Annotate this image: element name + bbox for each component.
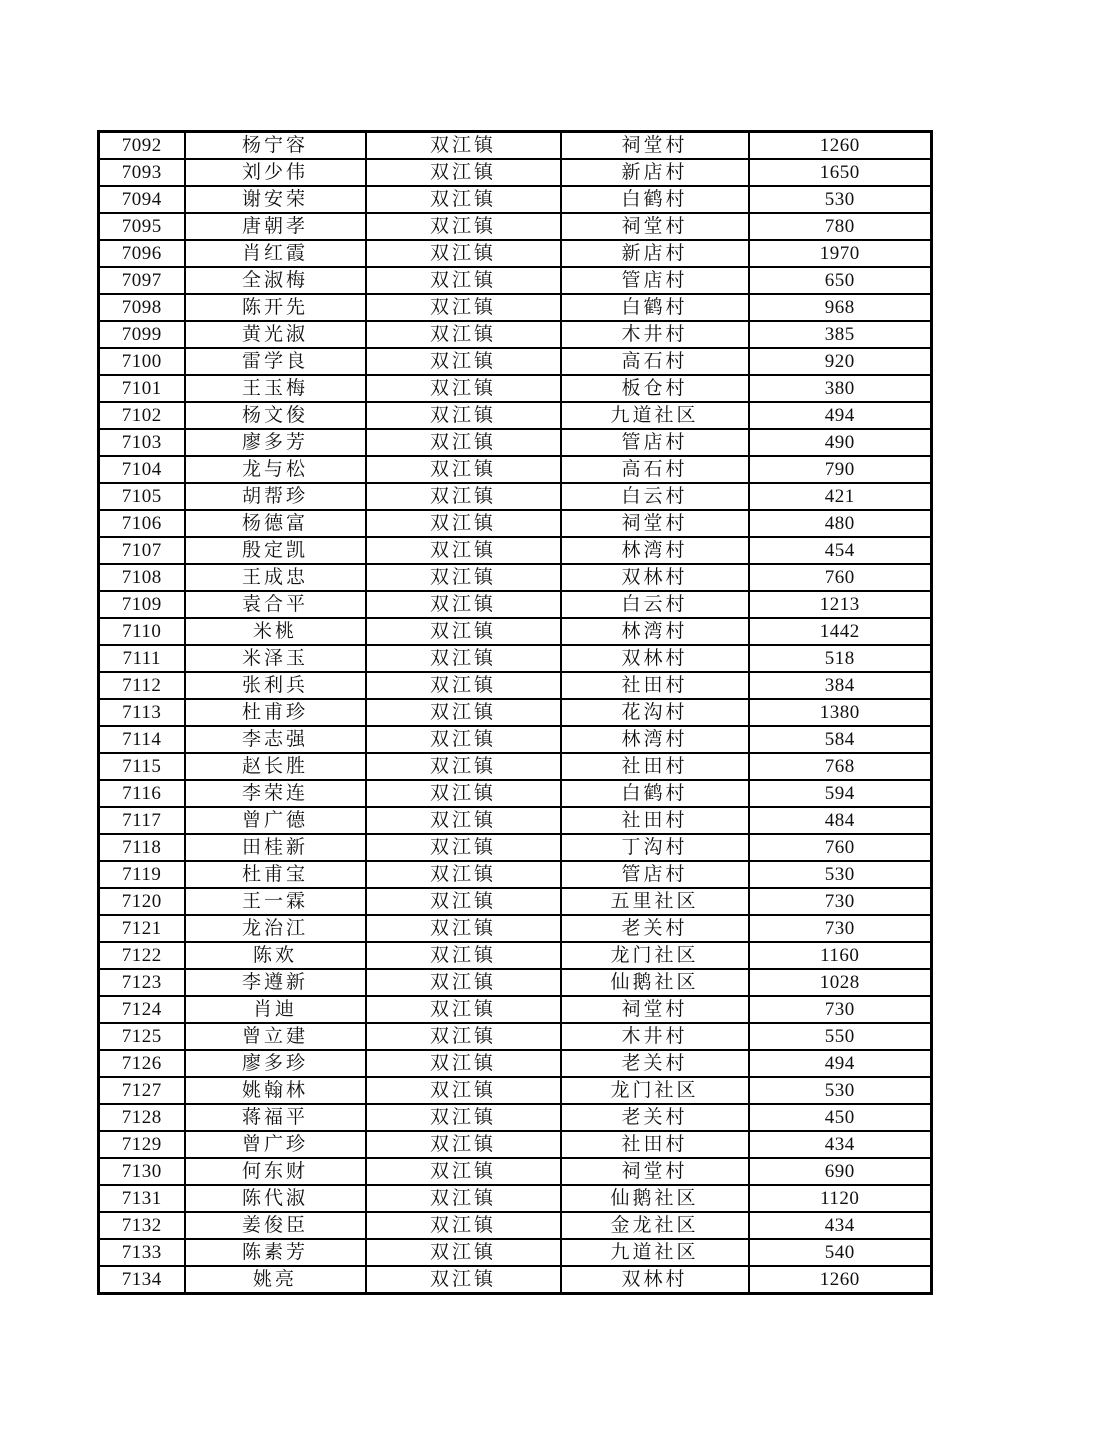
cell-person-name: 廖多芳 [185,429,366,456]
cell-village: 祠堂村 [561,132,749,160]
cell-serial-number: 7127 [99,1077,185,1104]
cell-amount: 1160 [749,942,932,969]
table-row [99,1077,932,1104]
cell-amount: 530 [749,1077,932,1104]
cell-amount: 730 [749,888,932,915]
cell-person-name: 曾广德 [185,807,366,834]
cell-serial-number: 7134 [99,1266,185,1294]
cell-town: 双江镇 [366,294,561,321]
cell-village: 仙鹅社区 [561,969,749,996]
cell-amount: 421 [749,483,932,510]
cell-serial-number: 7117 [99,807,185,834]
cell-town: 双江镇 [366,1239,561,1266]
cell-town: 双江镇 [366,510,561,537]
table-row [99,1185,932,1212]
data-table [97,130,933,1295]
cell-serial-number: 7109 [99,591,185,618]
cell-village: 白云村 [561,591,749,618]
table-row [99,888,932,915]
cell-amount: 1442 [749,618,932,645]
cell-serial-number: 7116 [99,780,185,807]
cell-person-name: 陈欢 [185,942,366,969]
cell-amount: 780 [749,213,932,240]
cell-village: 林湾村 [561,618,749,645]
cell-serial-number: 7123 [99,969,185,996]
cell-person-name: 赵长胜 [185,753,366,780]
cell-serial-number: 7110 [99,618,185,645]
table-row [99,699,932,726]
cell-amount: 530 [749,861,932,888]
cell-amount: 730 [749,996,932,1023]
cell-amount: 494 [749,1050,932,1077]
cell-person-name: 田桂新 [185,834,366,861]
cell-serial-number: 7103 [99,429,185,456]
cell-village: 双林村 [561,564,749,591]
cell-town: 双江镇 [366,1023,561,1050]
cell-person-name: 王玉梅 [185,375,366,402]
cell-person-name: 姚翰林 [185,1077,366,1104]
cell-serial-number: 7100 [99,348,185,375]
cell-serial-number: 7101 [99,375,185,402]
cell-amount: 385 [749,321,932,348]
cell-amount: 730 [749,915,932,942]
table-row [99,1266,932,1294]
cell-town: 双江镇 [366,645,561,672]
cell-town: 双江镇 [366,726,561,753]
table-row [99,1023,932,1050]
cell-person-name: 杜甫宝 [185,861,366,888]
table-row [99,672,932,699]
cell-village: 仙鹅社区 [561,1185,749,1212]
cell-town: 双江镇 [366,699,561,726]
table-row [99,132,932,160]
table-row [99,267,932,294]
table-row [99,645,932,672]
cell-person-name: 殷定凯 [185,537,366,564]
cell-village: 管店村 [561,861,749,888]
cell-amount: 1260 [749,1266,932,1294]
cell-village: 高石村 [561,348,749,375]
cell-person-name: 雷学良 [185,348,366,375]
table-row [99,483,932,510]
cell-person-name: 陈素芳 [185,1239,366,1266]
cell-serial-number: 7099 [99,321,185,348]
cell-amount: 384 [749,672,932,699]
cell-town: 双江镇 [366,969,561,996]
cell-person-name: 谢安荣 [185,186,366,213]
cell-town: 双江镇 [366,429,561,456]
table-row [99,510,932,537]
cell-village: 花沟村 [561,699,749,726]
cell-person-name: 曾立建 [185,1023,366,1050]
cell-town: 双江镇 [366,1077,561,1104]
cell-town: 双江镇 [366,942,561,969]
cell-person-name: 杨德富 [185,510,366,537]
cell-serial-number: 7097 [99,267,185,294]
cell-serial-number: 7112 [99,672,185,699]
cell-amount: 1120 [749,1185,932,1212]
cell-amount: 494 [749,402,932,429]
cell-town: 双江镇 [366,132,561,160]
table-row [99,402,932,429]
cell-village: 老关村 [561,1050,749,1077]
cell-amount: 1260 [749,132,932,160]
cell-amount: 1380 [749,699,932,726]
cell-village: 白鹤村 [561,186,749,213]
cell-amount: 584 [749,726,932,753]
cell-village: 社田村 [561,807,749,834]
cell-serial-number: 7096 [99,240,185,267]
cell-town: 双江镇 [366,753,561,780]
cell-village: 老关村 [561,915,749,942]
cell-amount: 790 [749,456,932,483]
cell-village: 社田村 [561,672,749,699]
cell-village: 五里社区 [561,888,749,915]
table-row [99,186,932,213]
table-row [99,915,932,942]
cell-town: 双江镇 [366,240,561,267]
cell-person-name: 米泽玉 [185,645,366,672]
cell-village: 白云村 [561,483,749,510]
cell-village: 龙门社区 [561,1077,749,1104]
cell-town: 双江镇 [366,483,561,510]
cell-town: 双江镇 [366,186,561,213]
cell-village: 管店村 [561,267,749,294]
cell-serial-number: 7093 [99,159,185,186]
table-row [99,564,932,591]
cell-village: 白鹤村 [561,294,749,321]
cell-town: 双江镇 [366,1158,561,1185]
table-row [99,969,932,996]
cell-town: 双江镇 [366,375,561,402]
cell-village: 木井村 [561,321,749,348]
cell-amount: 1213 [749,591,932,618]
cell-serial-number: 7128 [99,1104,185,1131]
cell-town: 双江镇 [366,1212,561,1239]
cell-town: 双江镇 [366,996,561,1023]
cell-serial-number: 7126 [99,1050,185,1077]
cell-town: 双江镇 [366,456,561,483]
cell-person-name: 杨文俊 [185,402,366,429]
cell-person-name: 李荣连 [185,780,366,807]
cell-town: 双江镇 [366,888,561,915]
cell-serial-number: 7102 [99,402,185,429]
cell-village: 丁沟村 [561,834,749,861]
cell-amount: 690 [749,1158,932,1185]
cell-serial-number: 7104 [99,456,185,483]
cell-village: 双林村 [561,1266,749,1294]
cell-person-name: 胡帮珍 [185,483,366,510]
cell-serial-number: 7118 [99,834,185,861]
table-body [99,132,932,1294]
cell-town: 双江镇 [366,1131,561,1158]
cell-amount: 968 [749,294,932,321]
table-row [99,348,932,375]
cell-town: 双江镇 [366,267,561,294]
table-row [99,375,932,402]
cell-person-name: 王一霖 [185,888,366,915]
cell-village: 林湾村 [561,726,749,753]
cell-serial-number: 7094 [99,186,185,213]
cell-person-name: 龙与松 [185,456,366,483]
cell-person-name: 袁合平 [185,591,366,618]
cell-person-name: 刘少伟 [185,159,366,186]
cell-town: 双江镇 [366,807,561,834]
cell-town: 双江镇 [366,1050,561,1077]
table-row [99,1158,932,1185]
cell-serial-number: 7129 [99,1131,185,1158]
cell-town: 双江镇 [366,780,561,807]
cell-amount: 434 [749,1131,932,1158]
cell-village: 双林村 [561,645,749,672]
cell-town: 双江镇 [366,402,561,429]
table-row [99,294,932,321]
cell-village: 金龙社区 [561,1212,749,1239]
cell-amount: 490 [749,429,932,456]
cell-amount: 434 [749,1212,932,1239]
table-row [99,726,932,753]
cell-serial-number: 7106 [99,510,185,537]
table-row [99,1239,932,1266]
cell-person-name: 唐朝孝 [185,213,366,240]
cell-serial-number: 7111 [99,645,185,672]
cell-serial-number: 7113 [99,699,185,726]
cell-serial-number: 7120 [99,888,185,915]
cell-amount: 550 [749,1023,932,1050]
cell-amount: 760 [749,564,932,591]
cell-town: 双江镇 [366,348,561,375]
cell-village: 木井村 [561,1023,749,1050]
cell-amount: 540 [749,1239,932,1266]
cell-town: 双江镇 [366,321,561,348]
cell-village: 板仓村 [561,375,749,402]
cell-serial-number: 7133 [99,1239,185,1266]
table-row [99,456,932,483]
cell-person-name: 李遵新 [185,969,366,996]
cell-serial-number: 7125 [99,1023,185,1050]
cell-serial-number: 7132 [99,1212,185,1239]
cell-village: 老关村 [561,1104,749,1131]
cell-serial-number: 7131 [99,1185,185,1212]
table-row [99,240,932,267]
cell-serial-number: 7114 [99,726,185,753]
cell-town: 双江镇 [366,159,561,186]
cell-person-name: 曾广珍 [185,1131,366,1158]
cell-person-name: 何东财 [185,1158,366,1185]
cell-person-name: 杜甫珍 [185,699,366,726]
cell-village: 九道社区 [561,402,749,429]
cell-town: 双江镇 [366,1104,561,1131]
cell-serial-number: 7121 [99,915,185,942]
cell-amount: 1028 [749,969,932,996]
cell-person-name: 李志强 [185,726,366,753]
table-row [99,213,932,240]
cell-amount: 518 [749,645,932,672]
table-row [99,1212,932,1239]
cell-person-name: 陈开先 [185,294,366,321]
table-row [99,1131,932,1158]
cell-town: 双江镇 [366,861,561,888]
table-row [99,1104,932,1131]
cell-person-name: 蒋福平 [185,1104,366,1131]
cell-village: 高石村 [561,456,749,483]
cell-amount: 530 [749,186,932,213]
table-row [99,753,932,780]
cell-village: 祠堂村 [561,510,749,537]
cell-village: 林湾村 [561,537,749,564]
cell-serial-number: 7105 [99,483,185,510]
cell-person-name: 米桃 [185,618,366,645]
cell-amount: 1970 [749,240,932,267]
cell-village: 九道社区 [561,1239,749,1266]
cell-village: 新店村 [561,240,749,267]
table-row [99,591,932,618]
cell-amount: 1650 [749,159,932,186]
cell-amount: 920 [749,348,932,375]
table-row [99,861,932,888]
cell-serial-number: 7124 [99,996,185,1023]
table-row [99,537,932,564]
cell-person-name: 黄光淑 [185,321,366,348]
cell-village: 祠堂村 [561,1158,749,1185]
cell-person-name: 姚亮 [185,1266,366,1294]
cell-town: 双江镇 [366,537,561,564]
cell-serial-number: 7092 [99,132,185,160]
table-row [99,159,932,186]
cell-village: 龙门社区 [561,942,749,969]
table-row [99,429,932,456]
table-row [99,996,932,1023]
cell-village: 社田村 [561,1131,749,1158]
cell-town: 双江镇 [366,1266,561,1294]
cell-amount: 480 [749,510,932,537]
cell-serial-number: 7122 [99,942,185,969]
table-row [99,807,932,834]
cell-person-name: 肖红霞 [185,240,366,267]
cell-serial-number: 7119 [99,861,185,888]
cell-person-name: 陈代淑 [185,1185,366,1212]
cell-village: 祠堂村 [561,996,749,1023]
cell-serial-number: 7098 [99,294,185,321]
cell-serial-number: 7115 [99,753,185,780]
cell-town: 双江镇 [366,672,561,699]
cell-amount: 484 [749,807,932,834]
cell-village: 祠堂村 [561,213,749,240]
cell-town: 双江镇 [366,564,561,591]
cell-amount: 760 [749,834,932,861]
cell-amount: 650 [749,267,932,294]
cell-village: 白鹤村 [561,780,749,807]
cell-person-name: 王成忠 [185,564,366,591]
cell-amount: 380 [749,375,932,402]
cell-serial-number: 7095 [99,213,185,240]
cell-amount: 594 [749,780,932,807]
cell-village: 社田村 [561,753,749,780]
cell-person-name: 姜俊臣 [185,1212,366,1239]
table-row [99,834,932,861]
cell-person-name: 杨宁容 [185,132,366,160]
cell-town: 双江镇 [366,618,561,645]
cell-town: 双江镇 [366,834,561,861]
cell-person-name: 张利兵 [185,672,366,699]
cell-town: 双江镇 [366,213,561,240]
cell-town: 双江镇 [366,591,561,618]
cell-person-name: 龙治江 [185,915,366,942]
table-row [99,618,932,645]
cell-village: 管店村 [561,429,749,456]
cell-serial-number: 7108 [99,564,185,591]
cell-amount: 454 [749,537,932,564]
cell-person-name: 廖多珍 [185,1050,366,1077]
cell-village: 新店村 [561,159,749,186]
cell-amount: 450 [749,1104,932,1131]
cell-town: 双江镇 [366,1185,561,1212]
cell-person-name: 肖迪 [185,996,366,1023]
table-row [99,780,932,807]
cell-town: 双江镇 [366,915,561,942]
table-row [99,1050,932,1077]
cell-serial-number: 7107 [99,537,185,564]
cell-serial-number: 7130 [99,1158,185,1185]
table-row [99,942,932,969]
table-row [99,321,932,348]
cell-amount: 768 [749,753,932,780]
cell-person-name: 全淑梅 [185,267,366,294]
